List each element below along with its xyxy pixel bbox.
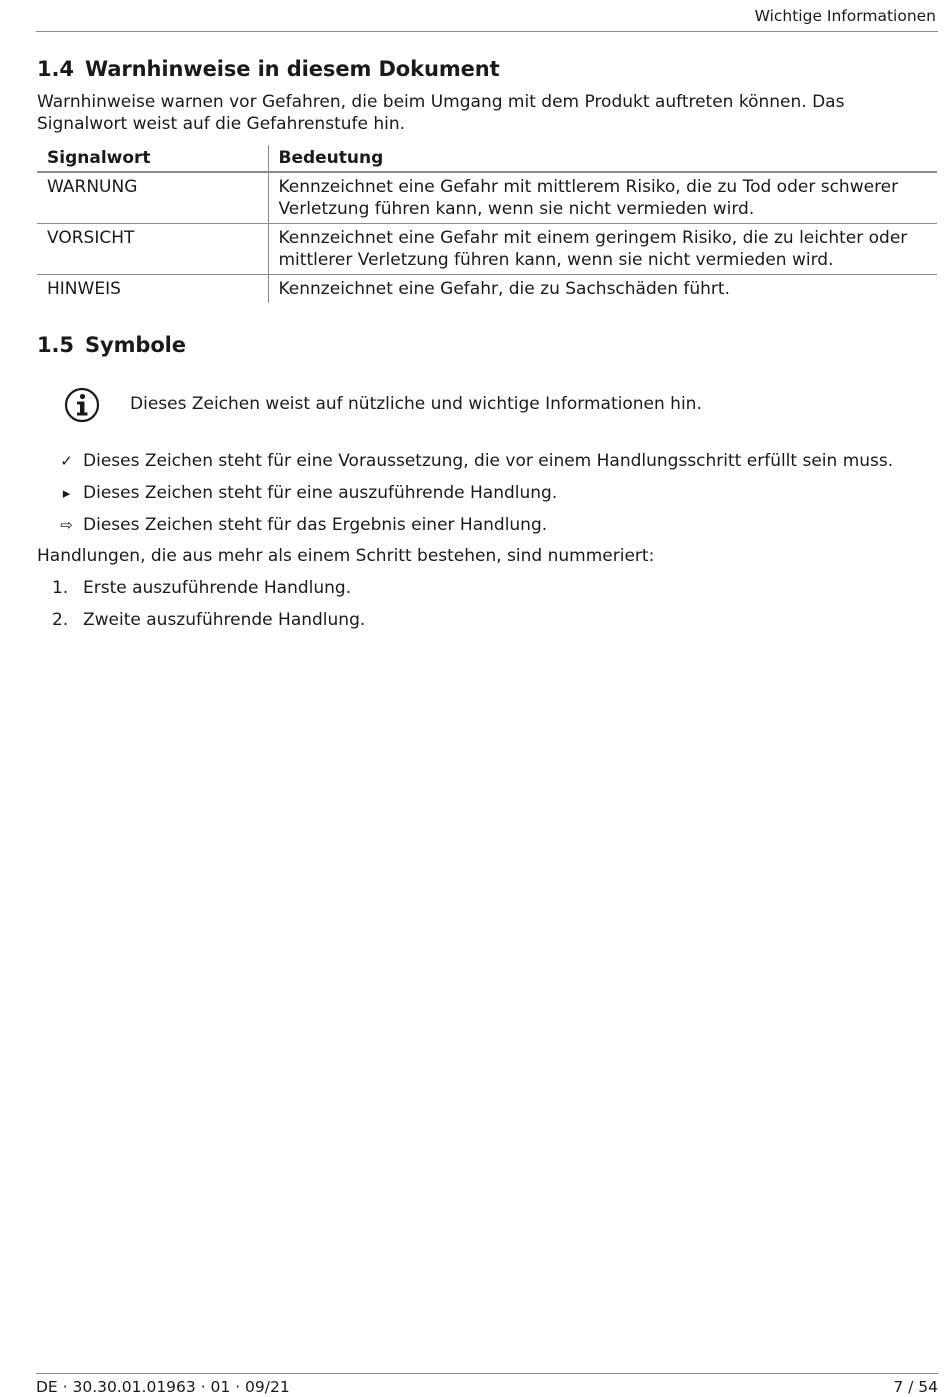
signal-word-cell: WARNUNG — [37, 172, 268, 224]
signal-word-cell: HINWEIS — [37, 275, 268, 304]
page-number: 7 / 54 — [893, 1378, 938, 1396]
table-row — [37, 275, 937, 304]
section-number: 1.4 — [37, 57, 74, 81]
info-icon — [64, 387, 100, 423]
symbol-row-action — [50, 483, 558, 503]
symbol-row-result — [50, 515, 548, 535]
triangle-right-icon: ▸ — [62, 484, 71, 502]
signal-word-cell: VORSICHT — [37, 224, 268, 275]
check-icon: ✓ — [60, 452, 73, 470]
step-number: 1. — [52, 578, 69, 598]
page-footer — [36, 1373, 938, 1397]
table-row — [37, 172, 937, 224]
section-heading-1-5 — [37, 333, 186, 357]
intro-paragraph-line-2: Signalwort weist auf die Gefahrenstufe hin. — [37, 114, 406, 134]
meaning-cell: Kennzeichnet eine Gefahr mit mittlerem Risiko, die zu Tod oder schwerer Verletzung führen kann, wenn sie nicht vermieden wird. — [268, 172, 937, 224]
column-header-signalwort: Signalwort — [37, 145, 268, 172]
info-symbol-text: Dieses Zeichen weist auf nützliche und wichtige Informationen hin. — [130, 394, 702, 414]
table-header-row — [37, 145, 937, 172]
symbol-description: Dieses Zeichen steht für eine auszuführende Handlung. — [83, 483, 558, 503]
symbol-row-prerequisite — [50, 451, 894, 471]
section-title: Warnhinweise in diesem Dokument — [85, 57, 500, 81]
meaning-cell: Kennzeichnet eine Gefahr mit einem geringem Risiko, die zu leichter oder mittlerer Verletzung führen kann, wenn sie nicht vermieden wird. — [268, 224, 937, 275]
section-title: Symbole — [85, 333, 186, 357]
numbered-step — [52, 578, 351, 598]
signal-word-table — [37, 145, 937, 303]
document-id: DE · 30.30.01.01963 · 01 · 09/21 — [36, 1378, 290, 1396]
arrow-right-outline-icon: ⇨ — [60, 516, 73, 534]
meaning-cell: Kennzeichnet eine Gefahr, die zu Sachschäden führt. — [278, 279, 730, 299]
step-text: Zweite auszuführende Handlung. — [83, 610, 366, 630]
steps-intro: Handlungen, die aus mehr als einem Schritt bestehen, sind nummeriert: — [37, 546, 655, 566]
page-header — [36, 0, 938, 32]
numbered-step — [52, 610, 365, 630]
column-header-bedeutung: Bedeutung — [268, 145, 937, 172]
step-number: 2. — [52, 610, 69, 630]
intro-paragraph-line-1: Warnhinweise warnen vor Gefahren, die beim Umgang mit dem Produkt auftreten können. Das — [37, 92, 845, 112]
section-number: 1.5 — [37, 333, 74, 357]
symbol-description: Dieses Zeichen steht für das Ergebnis einer Handlung. — [83, 515, 548, 535]
step-text: Erste auszuführende Handlung. — [83, 578, 352, 598]
symbol-description: Dieses Zeichen steht für eine Voraussetzung, die vor einem Handlungsschritt erfüllt sein muss. — [83, 451, 894, 471]
table-row — [37, 224, 937, 275]
header-title: Wichtige Informationen — [754, 7, 936, 25]
section-heading-1-4 — [37, 57, 500, 81]
